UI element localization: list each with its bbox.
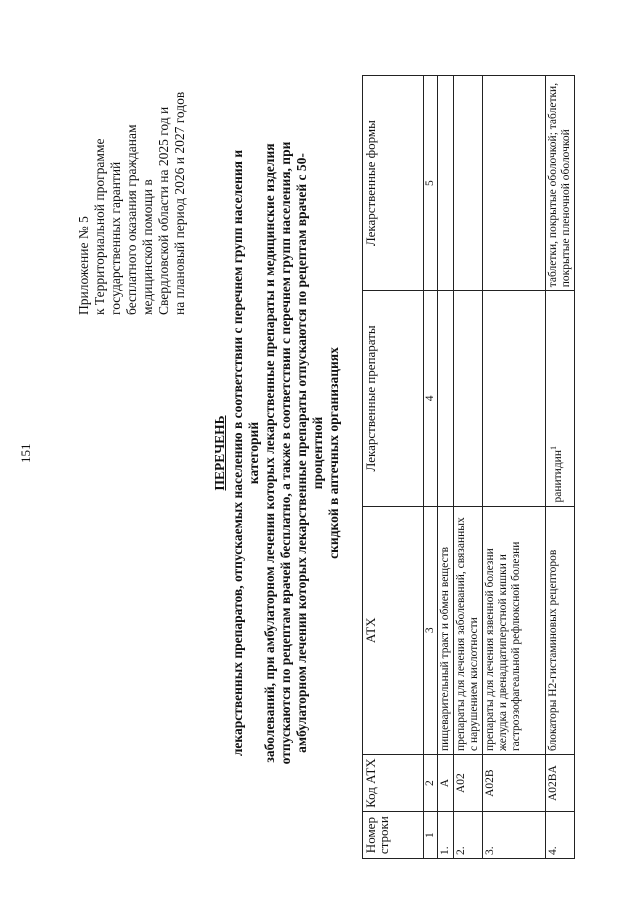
header-forms: Лекарственные формы xyxy=(363,76,424,291)
table-row xyxy=(454,76,483,859)
col-number: 4 xyxy=(424,291,438,506)
col-number: 1 xyxy=(424,812,438,859)
drug-cell xyxy=(546,291,575,506)
header-atc: АТХ xyxy=(363,506,424,755)
table-header-row xyxy=(363,76,424,859)
drug-name xyxy=(454,291,483,506)
heading-line: скидкой в аптечных организациях xyxy=(326,347,341,559)
row-number: 1. xyxy=(438,812,454,859)
document-heading xyxy=(212,121,342,785)
atc-name: препараты для лечения язвенной болезни желудка и двенадцатиперстной кишки и гастроэзофагеальной рефлюксной болезни xyxy=(483,506,546,755)
footnote-mark: 1 xyxy=(549,446,558,450)
appendix-line: на плановый период 2026 и 2027 годов xyxy=(172,91,187,315)
atc-code: A02B xyxy=(483,755,546,812)
atc-name: препараты для лечения заболеваний, связанных с нарушением кислотности xyxy=(454,506,483,755)
document-title: ПЕРЕЧЕНЬ xyxy=(212,415,227,491)
col-number: 5 xyxy=(424,76,438,291)
appendix-line: к Территориальной программе xyxy=(92,138,107,315)
header-atc-code: Код АТХ xyxy=(363,755,424,812)
drug-form xyxy=(438,76,454,291)
appendix-line: Приложение № 5 xyxy=(76,216,91,315)
heading-line: лекарственных препаратов, отпускаемых населению в соответствии с перечнем групп населения и категорий xyxy=(230,149,261,757)
atc-name: пищеварительный тракт и обмен веществ xyxy=(438,506,454,755)
drug-name xyxy=(438,291,454,506)
col-number: 2 xyxy=(424,755,438,812)
table-row xyxy=(438,76,454,859)
heading-line: амбулаторном лечении которых лекарственные препараты отпускаются по рецептам врачей с 50-процентной xyxy=(294,153,325,753)
row-number: 4. xyxy=(546,812,575,859)
drug-list-table xyxy=(362,75,575,859)
appendix-line: государственных гарантий xyxy=(108,161,123,315)
appendix-line: медицинской помощи в xyxy=(140,179,155,315)
heading-line: заболеваний, при амбулаторном лечении которых лекарственные препараты и медицинские изделия xyxy=(262,143,277,763)
appendix-line: Свердловской области на 2025 год и xyxy=(156,106,171,315)
drug-form xyxy=(454,76,483,291)
table-row xyxy=(483,76,546,859)
drug-form: таблетки, покрытые оболочкой; таблетки, покрытые пленочной оболочкой xyxy=(546,76,575,291)
header-drugs: Лекарственные препараты xyxy=(363,291,424,506)
row-number: 2. xyxy=(454,812,483,859)
heading-line: отпускаются по рецептам врачей бесплатно, а также в соответствии с перечнем групп населения, при xyxy=(278,141,293,765)
atc-code: A02BA xyxy=(546,755,575,812)
drug-form xyxy=(483,76,546,291)
appendix-note xyxy=(76,25,188,315)
header-row-number: Номер строки xyxy=(363,812,424,859)
page-number: 151 xyxy=(18,443,33,463)
row-number: 3. xyxy=(483,812,546,859)
table-row xyxy=(546,76,575,859)
col-number: 3 xyxy=(424,506,438,755)
appendix-line: бесплатного оказания гражданам xyxy=(124,124,139,315)
column-number-row xyxy=(424,76,438,859)
drug-name xyxy=(483,291,546,506)
atc-code: A xyxy=(438,755,454,812)
atc-code: A02 xyxy=(454,755,483,812)
drug-name: ранитидин xyxy=(551,450,564,503)
atc-name: блокаторы H2-гистаминовых рецепторов xyxy=(546,506,575,755)
